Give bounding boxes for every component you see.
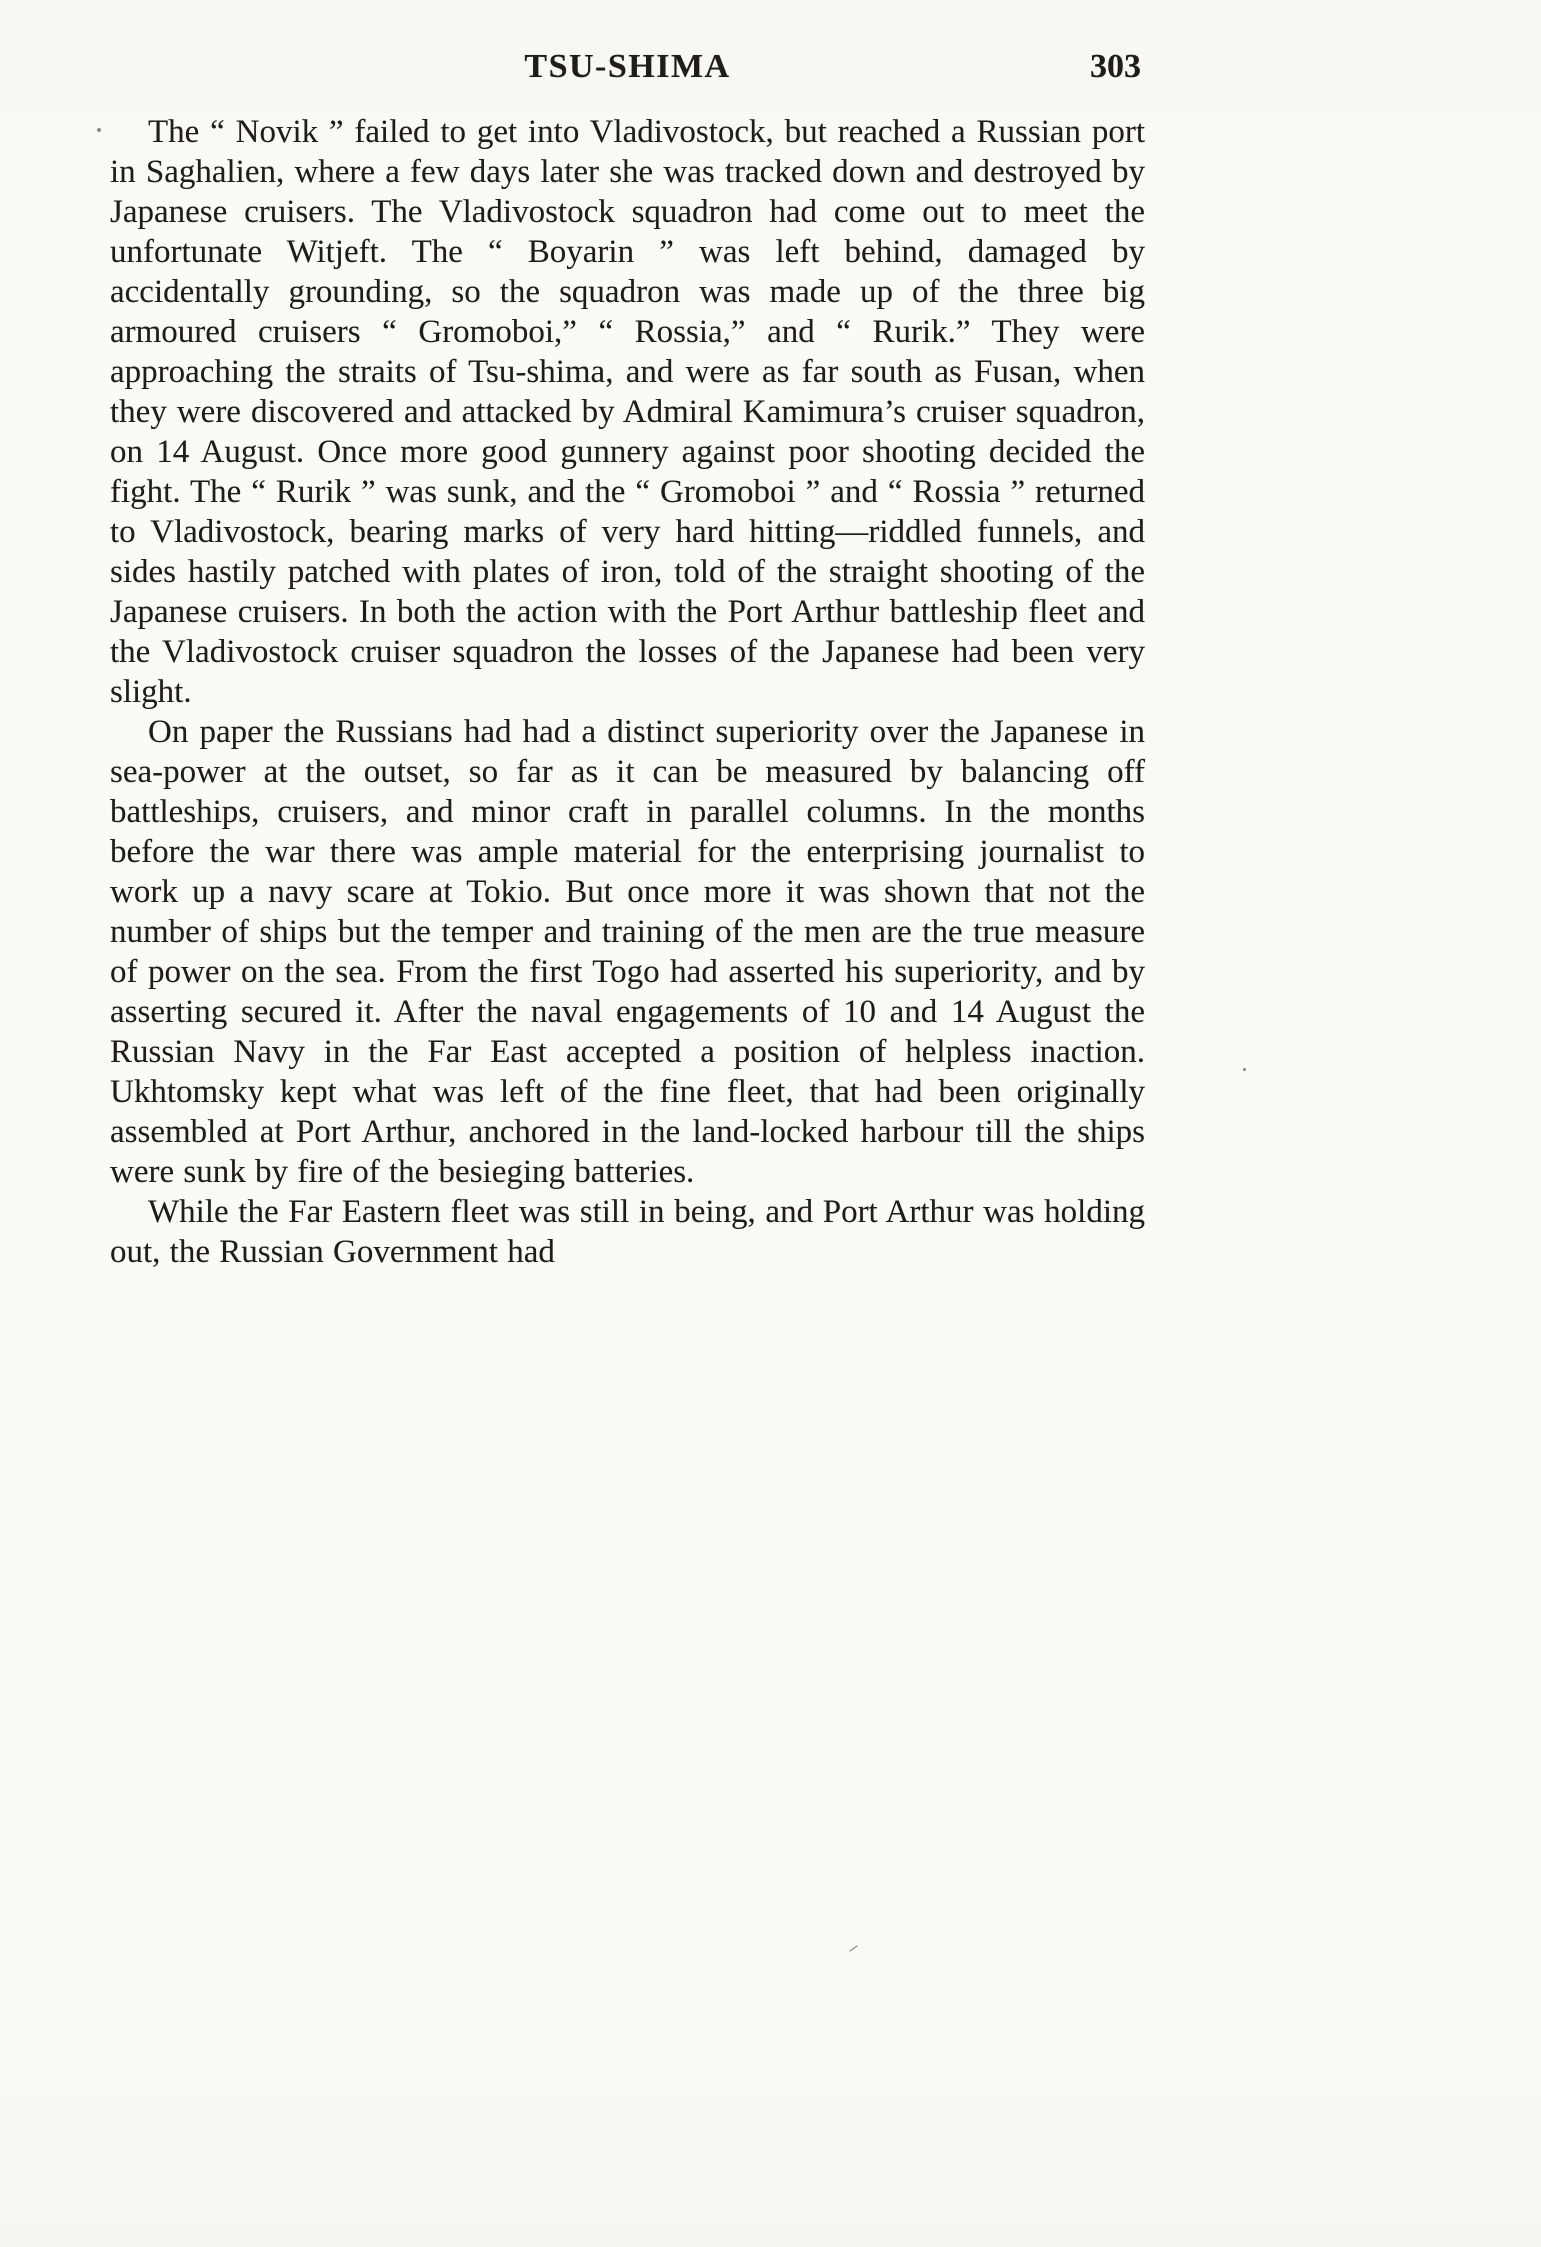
book-page — [110, 48, 1145, 1272]
running-title: TSU-SHIMA — [524, 48, 731, 85]
paragraph-far-eastern-fleet: While the Far Eastern fleet was still in being, and Port Arthur was holding out, the Russian Government had — [110, 1194, 1145, 1270]
page-body — [110, 112, 1145, 1272]
page-header — [110, 48, 1145, 94]
scan-speck — [97, 128, 101, 132]
scan-speck — [1243, 1068, 1246, 1071]
paragraph-russian-superiority: On paper the Russians had had a distinct superiority over the Japanese in sea-power at the outset, so far as it can be measured by balancing off battleships, cruisers, and minor craft in parallel columns. In the months before the war there was ample material for the enterprising journalist to work up a navy scare at Tokio. But once more it was shown that not the number of ships but the temper and training of the men are the true measure of power on the sea. From the first Togo had asserted his superiority, and by asserting secured it. After the naval engagements of 10 and 14 August the Russian Navy in the Far East accepted a position of helpless inaction. Ukhtomsky kept what was left of the fine fleet, that had been originally assembled at Port Arthur, anchored in the land-locked harbour till the ships were sunk by fire of the besieging batteries. — [110, 714, 1145, 1190]
page-number: 303 — [1090, 48, 1141, 85]
paragraph-novik-vladivostock: The “ Novik ” failed to get into Vladivostock, but reached a Russian port in Saghalien, where a few days later she was tracked down and destroyed by Japanese cruisers. The Vladivostock squadron had come out to meet the unfortunate Witjeft. The “ Boyarin ” was left behind, damaged by accidentally grounding, so the squadron was made up of the three big armoured cruisers “ Gromoboi,” “ Rossia,” and “ Rurik.” They were approaching the straits of Tsu-shima, and were as far south as Fusan, when they were discovered and attacked by Admiral Kamimura’s cruiser squadron, on 14 August. Once more good gunnery against poor shooting decided the fight. The “ Rurik ” was sunk, and the “ Gromoboi ” and “ Rossia ” returned to Vladivostock, bearing marks of very hard hitting—riddled funnels, and sides hastily patched with plates of iron, told of the straight shooting of the Japanese cruisers. In both the action with the Port Arthur battleship fleet and the Vladivostock cruiser squadron the losses of the Japanese had been very slight. — [110, 114, 1145, 710]
scan-artifact-mark: ⸍ — [845, 1941, 860, 1965]
